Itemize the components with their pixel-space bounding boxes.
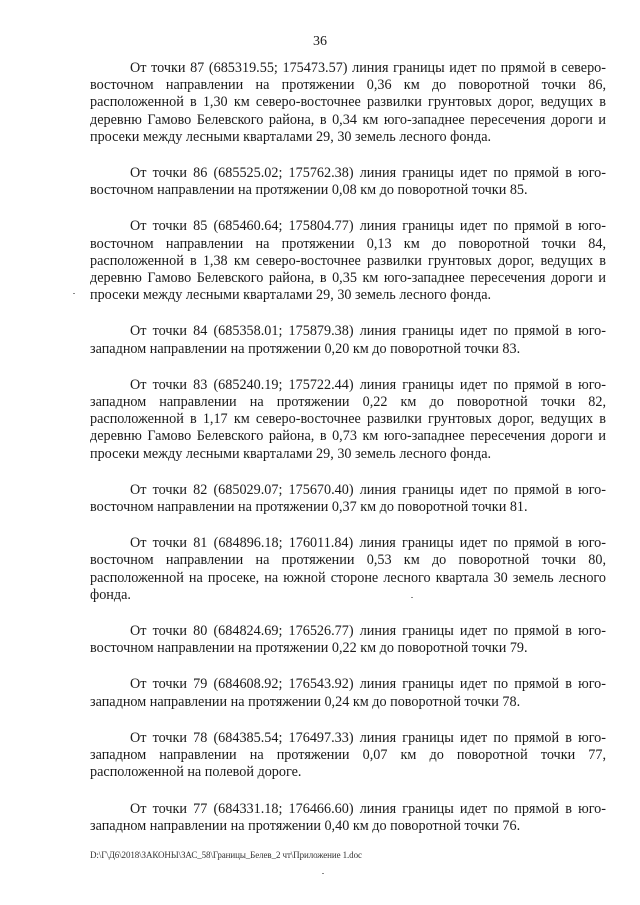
paragraph-point-79: От точки 79 (684608.92; 176543.92) линия границы идет по прямой в юго-западном направлении на протяжении 0,24 км до поворотной точки 78. — [90, 676, 606, 710]
paragraph-point-84: От точки 84 (685358.01; 175879.38) линия границы идет по прямой в юго-западном направлении на протяжении 0,20 км до поворотной точки 83. — [90, 323, 606, 357]
paragraph-point-81: От точки 81 (684896.18; 176011.84) линия границы идет по прямой в юго-восточном направлении на протяжении 0,53 км до поворотной точки 80, расположенной на просеке, на южной стороне лесного квартала 30 земель лесного фонда. — [90, 535, 606, 603]
footer-file-path: D:\Г\Д6\2018\ЗАКОНЫ\ЗАС_58\Границы_Белев_2 чт\Приложение 1.doc — [90, 850, 362, 860]
document-body — [90, 60, 606, 854]
paragraph-point-80: От точки 80 (684824.69; 176526.77) линия границы идет по прямой в юго-восточном направлении на протяжении 0,22 км до поворотной точки 79. — [90, 623, 606, 657]
scan-speck — [73, 293, 75, 294]
scan-speck — [322, 873, 324, 874]
page-number: 36 — [313, 34, 327, 49]
paragraph-point-86: От точки 86 (685525.02; 175762.38) линия границы идет по прямой в юго-восточном направлении на протяжении 0,08 км до поворотной точки 85. — [90, 165, 606, 199]
scan-speck — [411, 597, 413, 598]
paragraph-point-78: От точки 78 (684385.54; 176497.33) линия границы идет по прямой в юго-западном направлении на протяжении 0,07 км до поворотной точки 77, расположенной на полевой дороге. — [90, 729, 606, 781]
paragraph-point-85: От точки 85 (685460.64; 175804.77) линия границы идет по прямой в юго-восточном направлении на протяжении 0,13 км до поворотной точки 84, расположенной в 1,38 км северо-восточнее развилки грунтовых дорог, ведущих в деревню Гамово Белевского района, в 0,35 км юго-западнее пересечения дороги и просеки между лесными кварталами 29, 30 земель лесного фонда. — [90, 218, 606, 304]
paragraph-point-77: От точки 77 (684331.18; 176466.60) линия границы идет по прямой в юго-западном направлении на протяжении 0,40 км до поворотной точки 76. — [90, 800, 606, 834]
paragraph-point-82: От точки 82 (685029.07; 175670.40) линия границы идет по прямой в юго-восточном направлении на протяжении 0,37 км до поворотной точки 81. — [90, 481, 606, 516]
paragraph-point-87: От точки 87 (685319.55; 175473.57) линия границы идет по прямой в северо-восточном направлении на протяжении 0,36 км до поворотной точки 86, расположенной в 1,30 км северо-восточнее развилки грунтовых дорог, ведущих в деревню Гамово Белевского района, в 0,34 км юго-западнее пересечения дороги и просеки между лесными кварталами 29, 30 земель лесного фонда. — [90, 60, 606, 145]
paragraph-point-83: От точки 83 (685240.19; 175722.44) линия границы идет по прямой в юго-западном направлении на протяжении 0,22 км до поворотной точки 82, расположенной в 1,17 км северо-восточнее развилки грунтовых дорог, ведущих в деревню Гамово Белевского района, в 0,73 км юго-западнее пересечения дороги и просеки между лесными кварталами 29, 30 земель лесного фонда. — [90, 376, 606, 462]
